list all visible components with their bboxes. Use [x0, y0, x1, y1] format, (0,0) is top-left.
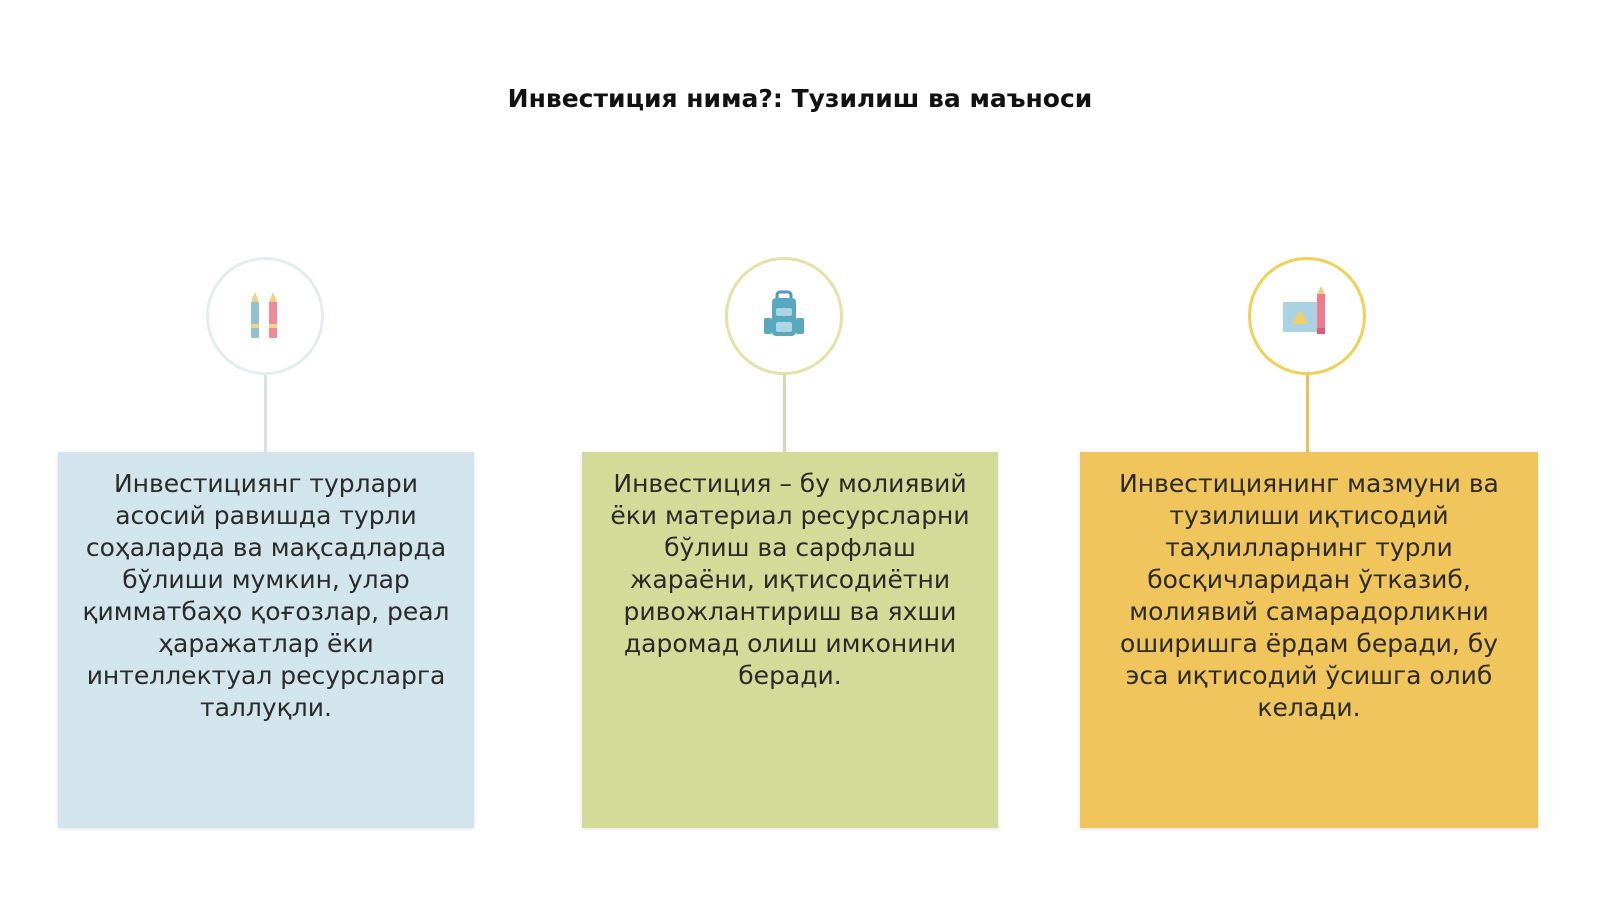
connector-line-3 [1306, 375, 1309, 452]
info-card-1 [58, 452, 474, 828]
backpack-icon-circle [725, 257, 843, 375]
drawing-board-icon [1275, 284, 1339, 348]
info-card-3 [1080, 452, 1538, 828]
drawing-board-icon-circle [1248, 257, 1366, 375]
page-title: Инвестиция нима?: Тузилиш ва маъноси [507, 84, 1093, 113]
backpack-icon [752, 284, 816, 348]
info-card-2 [582, 452, 998, 828]
card-2-text: Инвестиция – бу молиявий ёки материал ресурсларни бўлиш ва сарфлаш жараёни, иқтисодиётни ривожлантириш ва яхши даромад олиш имконини беради. [610, 469, 970, 690]
card-3-text: Инвестициянинг мазмуни ва тузилиши иқтисодий таҳлилларнинг турли босқичларидан ўтказиб, молиявий самарадорликни оширишга ёрдам беради, бу эса иқтисодий ўсишга олиб келади. [1119, 469, 1499, 722]
card-1-text: Инвестициянг турлари асосий равишда турли соҳаларда ва мақсадларда бўлиши мумкин, улар қимматбаҳо қоғозлар, реал ҳаражатлар ёки интеллектуал ресурсларга таллуқли. [82, 469, 450, 722]
connector-line-1 [264, 375, 267, 452]
pencils-icon-circle [206, 257, 324, 375]
connector-line-2 [783, 375, 786, 452]
pencils-icon [233, 284, 297, 348]
